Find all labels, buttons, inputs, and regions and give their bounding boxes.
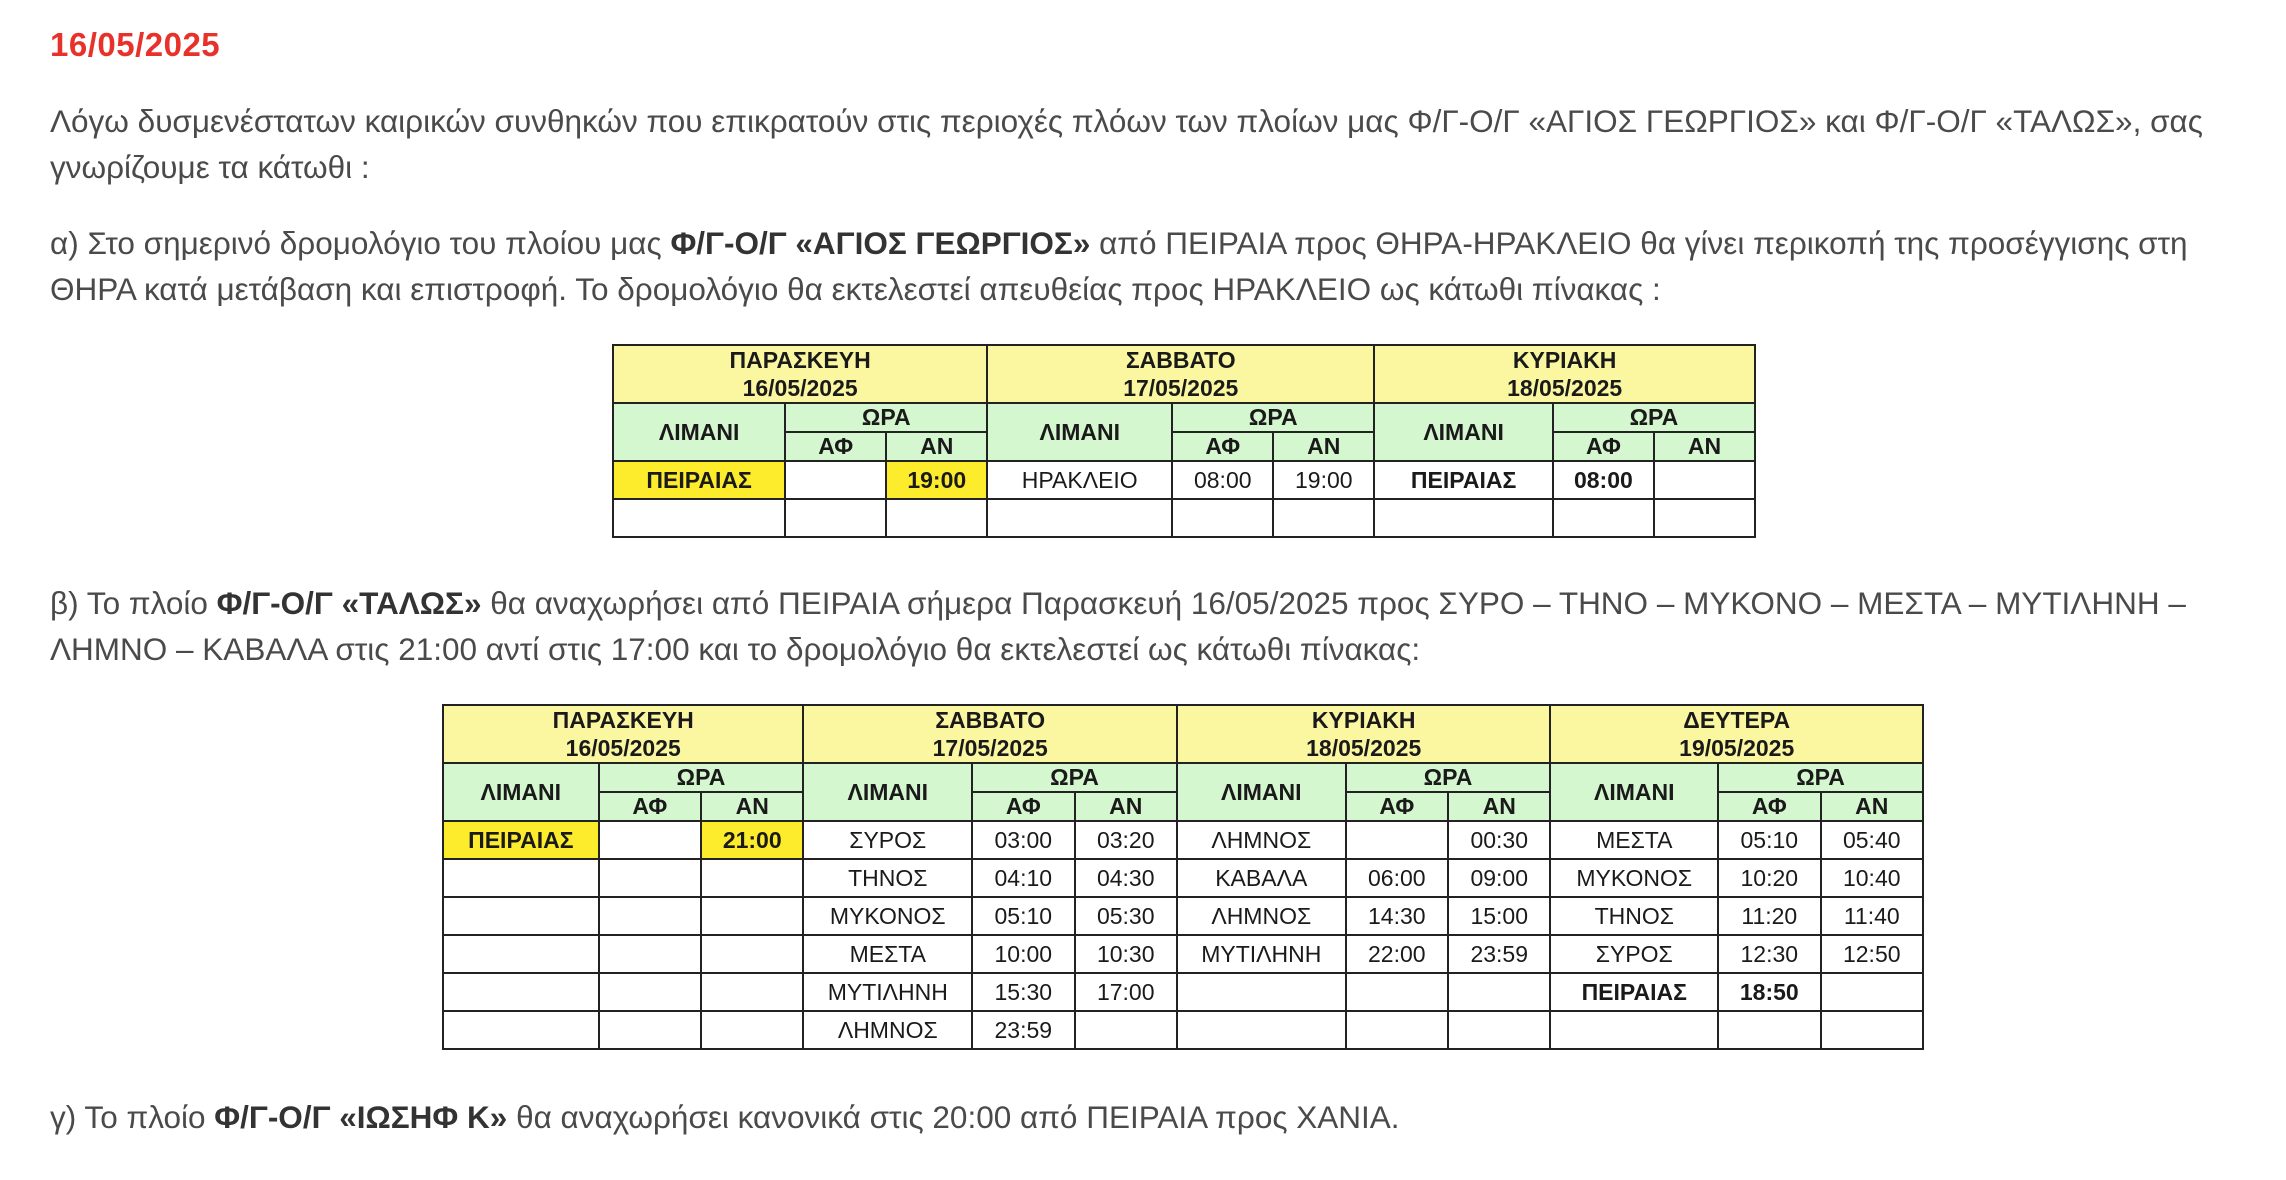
table-row: [613, 499, 1755, 537]
arrival-cell: 12:30: [1718, 935, 1820, 973]
port-cell: [443, 897, 599, 935]
departure-cell: 10:30: [1075, 935, 1177, 973]
port-cell: [1177, 973, 1346, 1011]
departure-cell: [701, 973, 803, 1011]
arrival-cell: 05:10: [972, 897, 1074, 935]
port-cell: [443, 973, 599, 1011]
section-b-paragraph: [50, 580, 2270, 672]
table-row: [443, 973, 1923, 1011]
arrival-cell: [599, 973, 701, 1011]
section-g-ship: Φ/Γ-Ο/Γ «ΙΩΣΗΦ Κ»: [214, 1099, 508, 1135]
departure-cell: [701, 859, 803, 897]
arrival-header: ΑΦ: [1718, 792, 1820, 821]
schedule-table-agios-georgios: [612, 344, 1756, 538]
departure-cell: [1448, 1011, 1550, 1049]
port-header: ΛΙΜΑΝΙ: [1177, 763, 1346, 821]
section-b-pre: β) Το πλοίο: [50, 585, 217, 621]
table-row: [443, 821, 1923, 859]
intro-text: Λόγω δυσμενέστατων καιρικών συνθηκών που επικρατούν στις περιοχές πλόων των πλοίων μας Φ/Γ-Ο/Γ «ΑΓΙΟΣ ΓΕΩΡΓΙΟΣ» και Φ/Γ-Ο/Γ «ΤΑΛΩΣ», σας γνωρίζουμε τα κάτωθι :: [50, 103, 2203, 185]
departure-header: ΑΝ: [886, 432, 987, 461]
arrival-cell: 11:20: [1718, 897, 1820, 935]
departure-cell: 19:00: [1273, 461, 1374, 499]
section-a-pre: α) Στο σημερινό δρομολόγιο του πλοίου μας: [50, 225, 671, 261]
arrival-cell: [599, 1011, 701, 1049]
arrival-cell: 14:30: [1346, 897, 1448, 935]
arrival-cell: 10:20: [1718, 859, 1820, 897]
port-cell: ΠΕΙΡΑΙΑΣ: [1550, 973, 1718, 1011]
port-cell: [987, 499, 1172, 537]
arrival-cell: 05:10: [1718, 821, 1820, 859]
arrival-cell: 10:00: [972, 935, 1074, 973]
arrival-cell: [785, 461, 886, 499]
departure-cell: 12:50: [1821, 935, 1924, 973]
section-a-paragraph: [50, 220, 2270, 312]
departure-cell: 10:40: [1821, 859, 1924, 897]
arrival-cell: [599, 897, 701, 935]
port-cell: ΤΗΝΟΣ: [803, 859, 972, 897]
arrival-header: ΑΦ: [785, 432, 886, 461]
day-header: ΣΑΒΒΑΤΟ 17/05/2025: [987, 345, 1374, 403]
arrival-cell: [1346, 821, 1448, 859]
port-header: ΛΙΜΑΝΙ: [1550, 763, 1718, 821]
section-g-post: θα αναχωρήσει κανονικά στις 20:00 από ΠΕΙΡΑΙΑ προς ΧΑΝΙΑ.: [507, 1099, 1400, 1135]
announcement-date: 16/05/2025: [50, 26, 221, 63]
arrival-cell: 08:00: [1553, 461, 1654, 499]
day-header: ΣΑΒΒΑΤΟ 17/05/2025: [803, 705, 1177, 763]
arrival-cell: 23:59: [972, 1011, 1074, 1049]
time-header: ΩΡΑ: [599, 763, 804, 792]
time-header: ΩΡΑ: [785, 403, 987, 432]
departure-cell: 04:30: [1075, 859, 1177, 897]
departure-header: ΑΝ: [1448, 792, 1550, 821]
port-cell: ΜΕΣΤΑ: [803, 935, 972, 973]
section-g-paragraph: [50, 1094, 2270, 1140]
departure-cell: 19:00: [886, 461, 987, 499]
departure-cell: [701, 935, 803, 973]
arrival-cell: [785, 499, 886, 537]
port-header: ΛΙΜΑΝΙ: [987, 403, 1172, 461]
day-header: ΠΑΡΑΣΚΕΥΗ 16/05/2025: [613, 345, 987, 403]
arrival-header: ΑΦ: [1172, 432, 1273, 461]
port-cell: ΛΗΜΝΟΣ: [1177, 897, 1346, 935]
port-cell: ΜΥΤΙΛΗΝΗ: [803, 973, 972, 1011]
day-header: ΔΕΥΤΕΡΑ 19/05/2025: [1550, 705, 1923, 763]
arrival-cell: [1172, 499, 1273, 537]
port-cell: [1374, 499, 1553, 537]
departure-header: ΑΝ: [701, 792, 803, 821]
port-cell: ΤΗΝΟΣ: [1550, 897, 1718, 935]
departure-header: ΑΝ: [1075, 792, 1177, 821]
port-cell: [613, 499, 785, 537]
time-header: ΩΡΑ: [1553, 403, 1755, 432]
arrival-header: ΑΦ: [1553, 432, 1654, 461]
arrival-cell: [599, 859, 701, 897]
section-a-ship: Φ/Γ-Ο/Γ «ΑΓΙΟΣ ΓΕΩΡΓΙΟΣ»: [670, 225, 1091, 261]
departure-cell: [1654, 499, 1755, 537]
section-b-ship: Φ/Γ-Ο/Γ «ΤΑΛΩΣ»: [216, 585, 482, 621]
departure-cell: [1273, 499, 1374, 537]
departure-cell: [1075, 1011, 1177, 1049]
port-header: ΛΙΜΑΝΙ: [443, 763, 599, 821]
port-cell: ΣΥΡΟΣ: [803, 821, 972, 859]
arrival-cell: [599, 821, 701, 859]
table-row: [443, 935, 1923, 973]
departure-cell: [1448, 973, 1550, 1011]
port-cell: ΛΗΜΝΟΣ: [803, 1011, 972, 1049]
arrival-cell: 18:50: [1718, 973, 1820, 1011]
departure-cell: [1821, 973, 1924, 1011]
departure-cell: 21:00: [701, 821, 803, 859]
day-header: ΠΑΡΑΣΚΕΥΗ 16/05/2025: [443, 705, 803, 763]
table-row: [443, 859, 1923, 897]
port-cell: ΠΕΙΡΑΙΑΣ: [1374, 461, 1553, 499]
arrival-cell: 22:00: [1346, 935, 1448, 973]
arrival-cell: 06:00: [1346, 859, 1448, 897]
port-cell: ΗΡΑΚΛΕΙΟ: [987, 461, 1172, 499]
arrival-cell: [599, 935, 701, 973]
port-cell: ΜΥΚΟΝΟΣ: [1550, 859, 1718, 897]
day-header: ΚΥΡΙΑΚΗ 18/05/2025: [1374, 345, 1755, 403]
arrival-header: ΑΦ: [972, 792, 1074, 821]
port-cell: ΣΥΡΟΣ: [1550, 935, 1718, 973]
departure-cell: 05:40: [1821, 821, 1924, 859]
port-cell: [443, 935, 599, 973]
arrival-cell: [1553, 499, 1654, 537]
port-cell: [443, 859, 599, 897]
port-cell: ΜΥΚΟΝΟΣ: [803, 897, 972, 935]
time-header: ΩΡΑ: [1346, 763, 1551, 792]
time-header: ΩΡΑ: [1172, 403, 1374, 432]
table-row: [443, 1011, 1923, 1049]
time-header: ΩΡΑ: [972, 763, 1177, 792]
arrival-cell: 04:10: [972, 859, 1074, 897]
section-a-post: από ΠΕΙΡΑΙΑ προς ΘΗΡΑ-ΗΡΑΚΛΕΙΟ θα γίνει περικοπή της προσέγγισης στη ΘΗΡΑ κατά μετάβαση και επιστροφή. Το δρομολόγιο θα εκτελεστεί απευθείας προς ΗΡΑΚΛΕΙΟ ως κάτωθι πίνακας :: [50, 225, 2188, 307]
port-cell: [1177, 1011, 1346, 1049]
departure-cell: [886, 499, 987, 537]
departure-cell: 09:00: [1448, 859, 1550, 897]
port-cell: [443, 1011, 599, 1049]
port-cell: ΚΑΒΑΛΑ: [1177, 859, 1346, 897]
day-header: ΚΥΡΙΑΚΗ 18/05/2025: [1177, 705, 1551, 763]
arrival-cell: [1346, 973, 1448, 1011]
departure-cell: 17:00: [1075, 973, 1177, 1011]
section-b-post: θα αναχωρήσει από ΠΕΙΡΑΙΑ σήμερα Παρασκευή 16/05/2025 προς ΣΥΡΟ – ΤΗΝΟ – ΜΥΚΟΝΟ – ΜΕΣΤΑ – ΜΥΤΙΛΗΝΗ – ΛΗΜΝΟ – ΚΑΒΑΛΑ στις 21:00 αντί στις 17:00 και το δρομολόγιο θα εκτελεστεί ως κάτωθι πίνακας:: [50, 585, 2186, 667]
intro-paragraph: [50, 98, 2270, 190]
port-header: ΛΙΜΑΝΙ: [1374, 403, 1553, 461]
arrival-header: ΑΦ: [1346, 792, 1448, 821]
port-cell: ΜΥΤΙΛΗΝΗ: [1177, 935, 1346, 973]
arrival-cell: [1346, 1011, 1448, 1049]
arrival-cell: 03:00: [972, 821, 1074, 859]
departure-cell: [1821, 1011, 1924, 1049]
time-header: ΩΡΑ: [1718, 763, 1923, 792]
table-row: [443, 897, 1923, 935]
port-cell: ΠΕΙΡΑΙΑΣ: [443, 821, 599, 859]
departure-cell: 11:40: [1821, 897, 1924, 935]
departure-header: ΑΝ: [1273, 432, 1374, 461]
arrival-cell: 08:00: [1172, 461, 1273, 499]
departure-cell: 03:20: [1075, 821, 1177, 859]
port-header: ΛΙΜΑΝΙ: [613, 403, 785, 461]
port-cell: ΜΕΣΤΑ: [1550, 821, 1718, 859]
table-row: [613, 461, 1755, 499]
departure-cell: 05:30: [1075, 897, 1177, 935]
port-cell: [1550, 1011, 1718, 1049]
departure-cell: [701, 1011, 803, 1049]
departure-cell: [1654, 461, 1755, 499]
departure-cell: 23:59: [1448, 935, 1550, 973]
port-cell: ΠΕΙΡΑΙΑΣ: [613, 461, 785, 499]
arrival-cell: 15:30: [972, 973, 1074, 1011]
port-cell: ΛΗΜΝΟΣ: [1177, 821, 1346, 859]
departure-cell: [701, 897, 803, 935]
port-header: ΛΙΜΑΝΙ: [803, 763, 972, 821]
arrival-cell: [1718, 1011, 1820, 1049]
departure-header: ΑΝ: [1654, 432, 1755, 461]
departure-cell: 00:30: [1448, 821, 1550, 859]
departure-header: ΑΝ: [1821, 792, 1924, 821]
section-g-pre: γ) Το πλοίο: [50, 1099, 215, 1135]
arrival-header: ΑΦ: [599, 792, 701, 821]
departure-cell: 15:00: [1448, 897, 1550, 935]
schedule-table-talos: [442, 704, 1924, 1050]
